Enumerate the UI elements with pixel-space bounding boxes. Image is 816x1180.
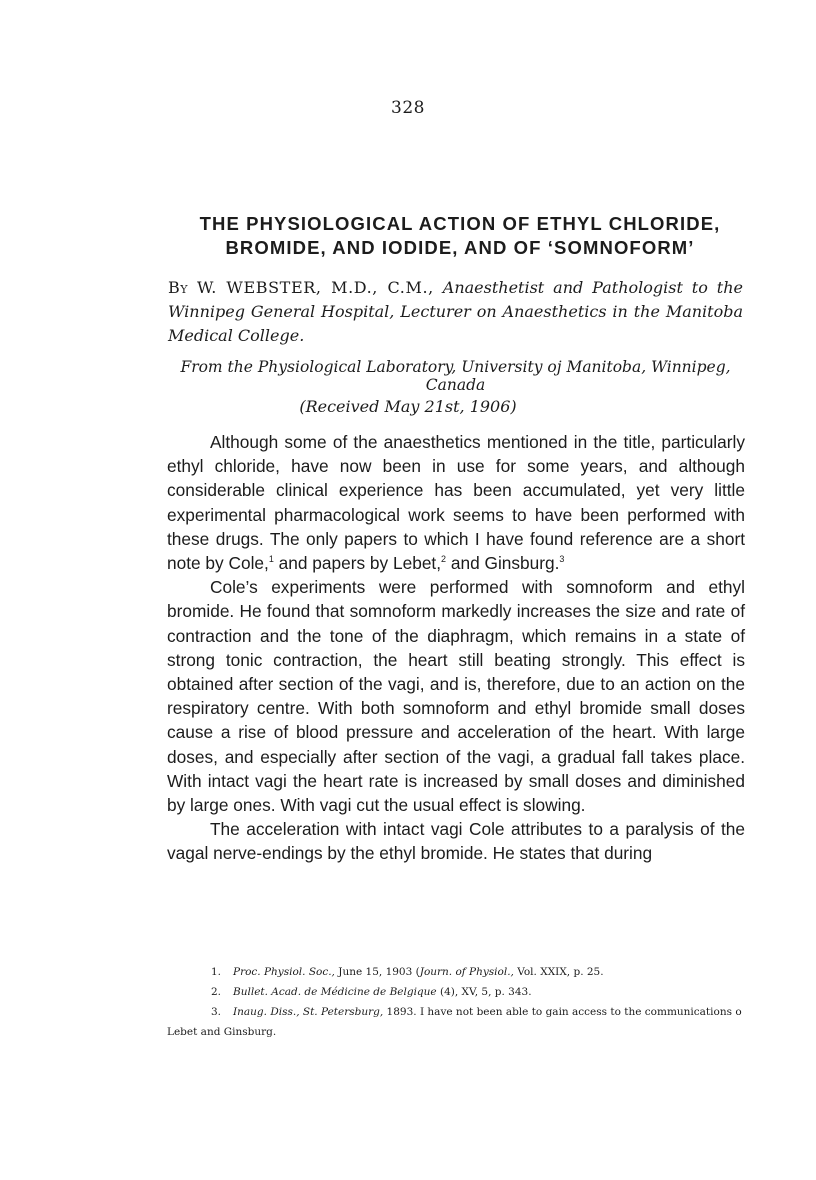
p1-text-c: and Ginsburg. — [446, 553, 560, 574]
article-title — [160, 212, 760, 260]
page-number: 328 — [391, 98, 425, 118]
footnote-citation: Proc. Physiol. Soc., — [233, 966, 335, 978]
footnote-text: 1893. I have not been able to gain access to the communications o — [383, 1006, 742, 1018]
footnote-text: June 15, 1903 ( — [334, 966, 420, 978]
author-affiliation: Anaesthetist and Pathologist to the Winnipeg General Hospital, Lecturer on Anaesthetics in the Manitoba Medical College. — [168, 278, 743, 345]
byline-by: By — [168, 278, 189, 297]
footnote-text-2: Vol. XXIX, p. 25. — [513, 966, 604, 978]
footnote-citation: Inaug. Diss., St. Petersburg, — [233, 1006, 384, 1018]
footnote-text: (4), XV, 5, p. 343. — [436, 986, 532, 998]
footnote-2 — [167, 982, 745, 1002]
footnote-ref-3: 3 — [559, 554, 565, 565]
footnote-citation: Bullet. Acad. de Médicine de Belgique — [233, 986, 437, 998]
footnotes — [167, 962, 745, 1042]
title-line-2: BROMIDE, AND IODIDE, AND OF ‘SOMNOFORM’ — [225, 237, 695, 258]
footnote-1 — [167, 962, 745, 982]
title-line-1: THE PHYSIOLOGICAL ACTION OF ETHYL CHLORIDE, — [199, 213, 721, 234]
footnote-3 — [167, 1002, 745, 1022]
p1-text-b: and papers by Lebet, — [273, 553, 442, 574]
footnote-number: 2. — [210, 986, 221, 998]
received-date: (Received May 21st, 1906) — [299, 397, 517, 416]
p1-text-a: Although some of the anaesthetics mentioned in the title, particularly ethyl chloride, have now been in use for some years, and although considerable clinical experience has been accumulated, yet very little experimental pharmacological work seems to have been performed with these drugs. The only papers to which I have found reference are a short note by Cole, — [167, 432, 745, 574]
author-name: W. WEBSTER, M.D., C.M., — [196, 278, 434, 297]
footnote-number: 3. — [210, 1006, 221, 1018]
paragraph-1 — [167, 430, 745, 575]
paragraph-3: The acceleration with intact vagi Cole attributes to a paralysis of the vagal nerve-endings by the ethyl bromide. He states that during — [167, 819, 745, 864]
article-body — [167, 430, 745, 866]
paragraph-2: Cole’s experiments were performed with somnoform and ethyl bromide. He found that somnoform markedly increases the size and rate of contraction and the tone of the diaphragm, which remains in a state of strong tonic contraction, the heart still beating strongly. This effect is obtained after section of the vagi, and is, therefore, due to an action on the respiratory centre. With both somnoform and ethyl bromide small doses cause a rise of blood pressure and acceleration of the heart. With large doses, and especially after section of the vagi, a gradual fall takes place. With intact vagi the heart rate is increased by small doses and diminished by large ones. With vagi cut the usual effect is slowing. — [167, 577, 745, 816]
laboratory-line: From the Physiological Laboratory, University oj Manitoba, Winnipeg, Canada — [180, 358, 731, 394]
author-byline — [168, 276, 743, 348]
footnote-number: 1. — [210, 966, 221, 978]
footnote-3-continuation: Lebet and Ginsburg. — [167, 1026, 277, 1038]
footnote-ref-1: 1 — [268, 554, 274, 565]
footnote-ref-2: 2 — [441, 554, 447, 565]
footnote-citation-2: Journ. of Physiol., — [419, 966, 514, 978]
